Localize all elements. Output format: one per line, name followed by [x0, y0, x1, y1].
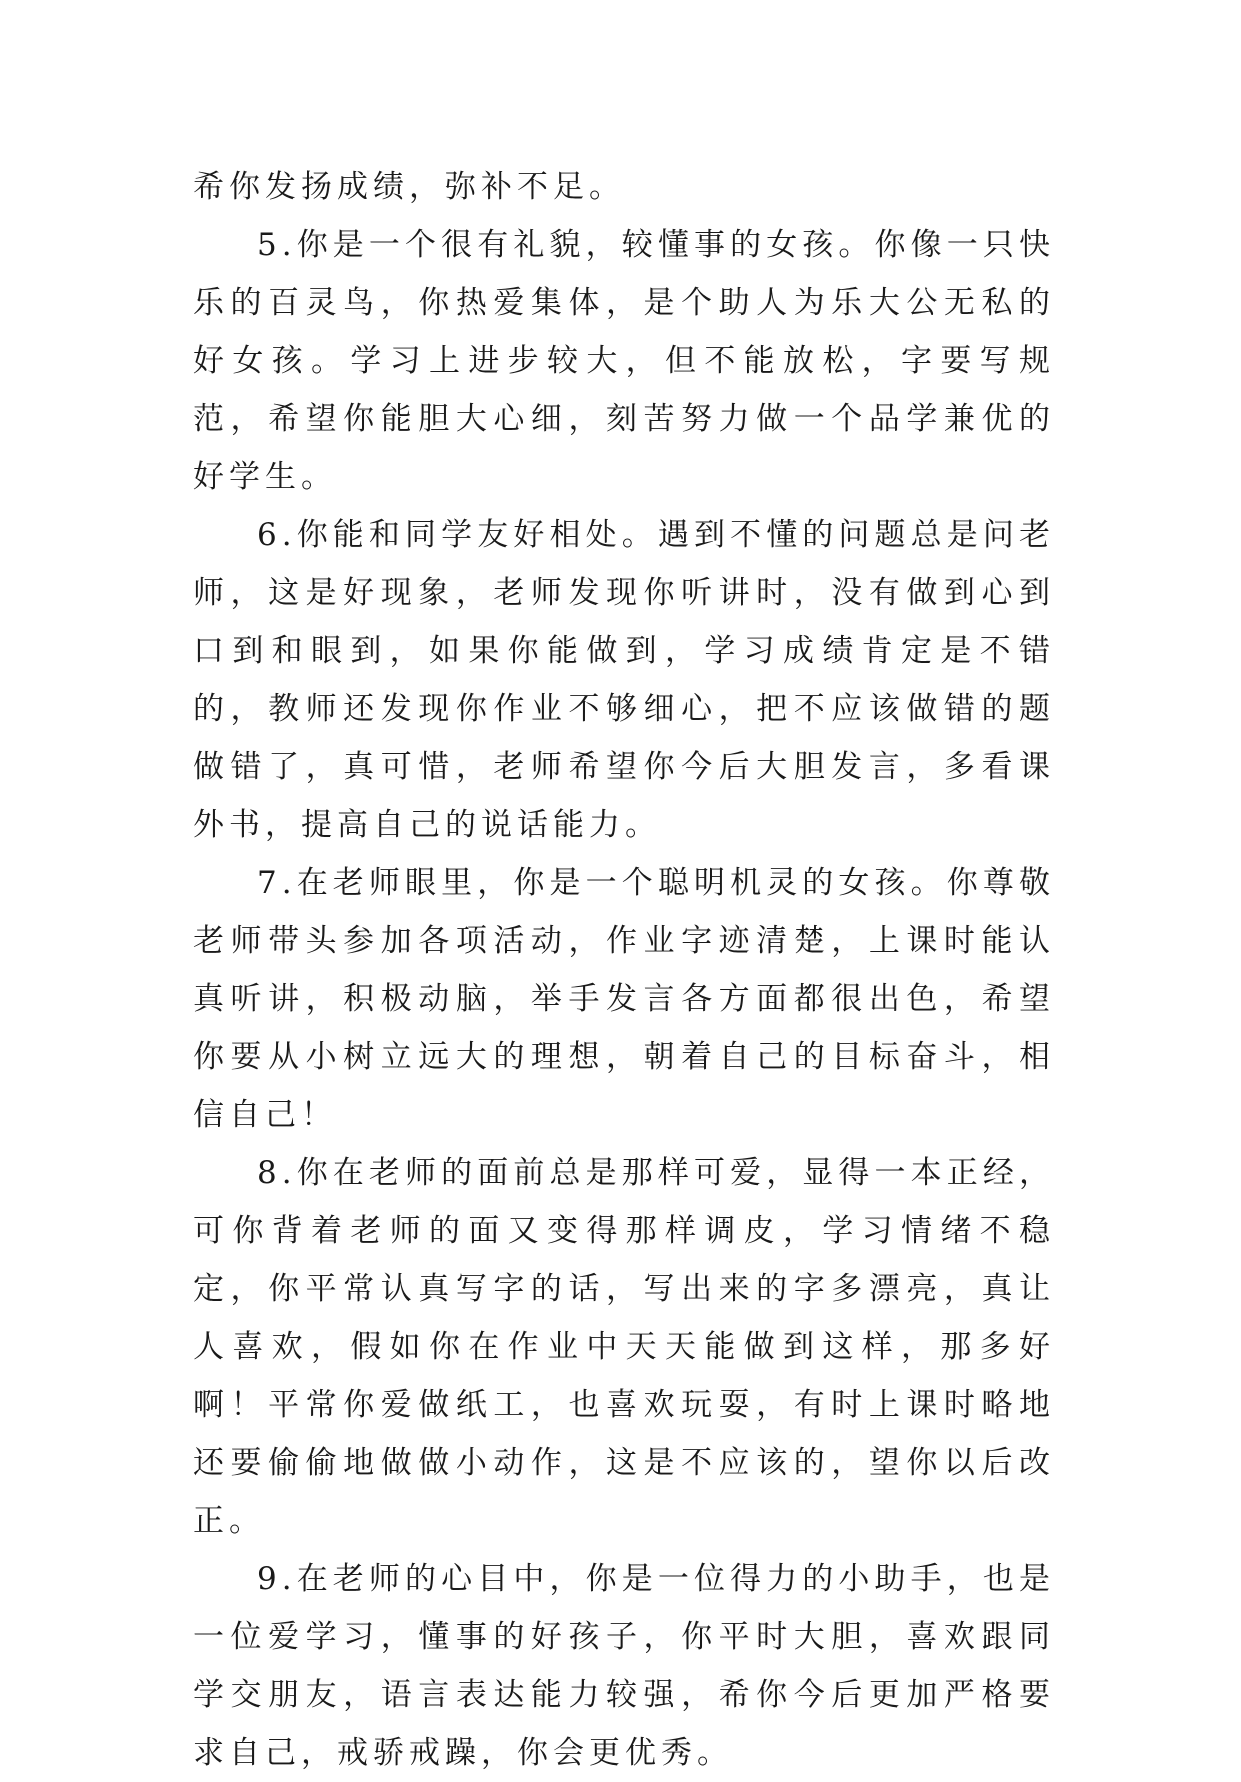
paragraph-item-8: 8.你在老师的面前总是那样可爱，显得一本正经，可你背着老师的面又变得那样调皮，学习情绪不稳定，你平常认真写字的话，写出来的字多漂亮，真让人喜欢，假如你在作业中天天能做到这样，那多好啊！平常你爱做纸工，也喜欢玩耍，有时上课时略地还要偷偷地做做小动作，这是不应该的，望你以后改正。	[193, 1155, 1055, 1539]
paragraph-item-9: 9.在老师的心目中，你是一位得力的小助手，也是一位爱学习，懂事的好孩子，你平时大胆，喜欢跟同学交朋友，语言表达能力较强，希你今后更加严格要求自己，戒骄戒躁，你会更优秀。	[193, 1561, 1055, 1771]
paragraph-item-7: 7.在老师眼里，你是一个聪明机灵的女孩。你尊敬老师带头参加各项活动，作业字迹清楚，上课时能认真听讲，积极动脑，举手发言各方面都很出色，希望你要从小树立远大的理想，朝着自己的目标奋斗，相信自己！	[193, 865, 1055, 1133]
paragraph-continuation: 希你发扬成绩，弥补不足。	[193, 169, 625, 205]
paragraph-item-5: 5.你是一个很有礼貌，较懂事的女孩。你像一只快乐的百灵鸟，你热爱集体，是个助人为乐大公无私的好女孩。学习上进步较大，但不能放松，字要写规范，希望你能胆大心细，刻苦努力做一个品学兼优的好学生。	[193, 227, 1055, 495]
document-body	[193, 158, 1055, 1782]
paragraph-item-6: 6.你能和同学友好相处。遇到不懂的问题总是问老师，这是好现象，老师发现你听讲时，没有做到心到口到和眼到，如果你能做到，学习成绩肯定是不错的，教师还发现你作业不够细心，把不应该做错的题做错了，真可惜，老师希望你今后大胆发言，多看课外书，提高自己的说话能力。	[193, 517, 1055, 843]
